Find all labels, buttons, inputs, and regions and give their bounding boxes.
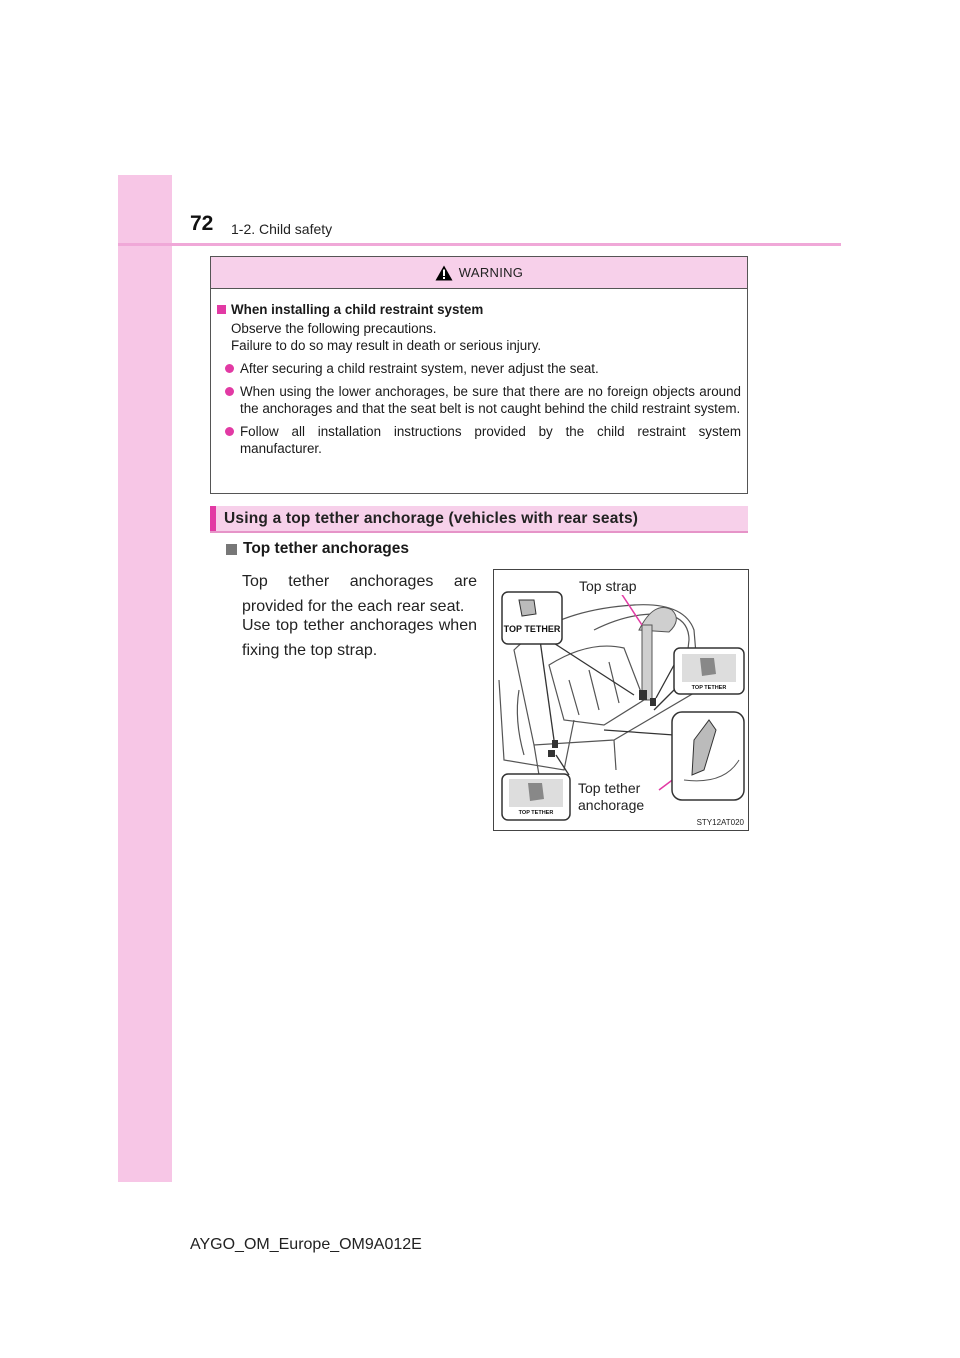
figure-code: STY12AT020: [696, 818, 744, 827]
svg-text:TOP TETHER: TOP TETHER: [518, 810, 554, 816]
section-heading-band: [210, 506, 748, 533]
body-paragraph-2: Use top tether anchorages when fixing the top strap.: [242, 617, 477, 659]
subsection-heading: [226, 540, 409, 558]
warning-bullet: [217, 360, 741, 377]
section-heading: Using a top tether anchorage (vehicles with rear seats): [224, 510, 639, 527]
top-tether-badge-icon: [502, 592, 562, 644]
top-tether-anchorage-label: [578, 780, 658, 814]
warning-intro-line2: Failure to do so may result in death or serious injury.: [231, 338, 542, 353]
warning-bullet-text: When using the lower anchorages, be sure that there are no foreign objects around the anchorages and that the seat belt is not caught behind the child restraint system.: [240, 384, 741, 416]
warning-heading: [217, 301, 741, 318]
anchorage-label-line2: anchorage: [578, 797, 645, 813]
header-rule: [118, 243, 841, 246]
square-bullet-icon: [217, 305, 226, 314]
square-bullet-icon: [226, 544, 237, 555]
side-color-band: [118, 175, 172, 1182]
warning-box: [210, 256, 748, 494]
warning-triangle-icon: [435, 265, 453, 281]
warning-intro-line1: Observe the following precautions.: [231, 321, 437, 336]
page-number: 72: [190, 212, 214, 235]
top-strap-label: Top strap: [576, 578, 640, 595]
subsection-heading-text: Top tether anchorages: [243, 540, 409, 557]
circle-bullet-icon: [225, 364, 234, 373]
anchorage-detail-icon: [672, 712, 744, 800]
circle-bullet-icon: [225, 427, 234, 436]
warning-body: [211, 289, 747, 457]
top-tether-figure: [493, 569, 749, 831]
section-heading-accent-bar: [210, 506, 216, 531]
top-tether-badge-icon: [674, 648, 744, 694]
warning-bullet: [217, 383, 741, 417]
warning-bullet: [217, 423, 741, 457]
anchorage-label-line1: Top tether: [578, 780, 641, 796]
warning-heading-text: When installing a child restraint system: [231, 302, 484, 317]
warning-header: [211, 257, 747, 289]
svg-text:TOP TETHER: TOP TETHER: [691, 685, 727, 691]
svg-text:TOP TETHER: TOP TETHER: [503, 624, 561, 634]
warning-bullet-text: Follow all installation instructions provided by the child restraint system manufacturer.: [240, 424, 741, 456]
circle-bullet-icon: [225, 387, 234, 396]
running-section-title: 1-2. Child safety: [231, 221, 333, 237]
top-tether-badge-icon: [502, 774, 570, 820]
warning-label: WARNING: [458, 265, 524, 280]
footer-doc-id: AYGO_OM_Europe_OM9A012E: [190, 1236, 422, 1253]
body-paragraph-1: Top tether anchorages are provided for the each rear seat.: [242, 573, 477, 615]
warning-bullet-text: After securing a child restraint system, never adjust the seat.: [240, 361, 599, 376]
